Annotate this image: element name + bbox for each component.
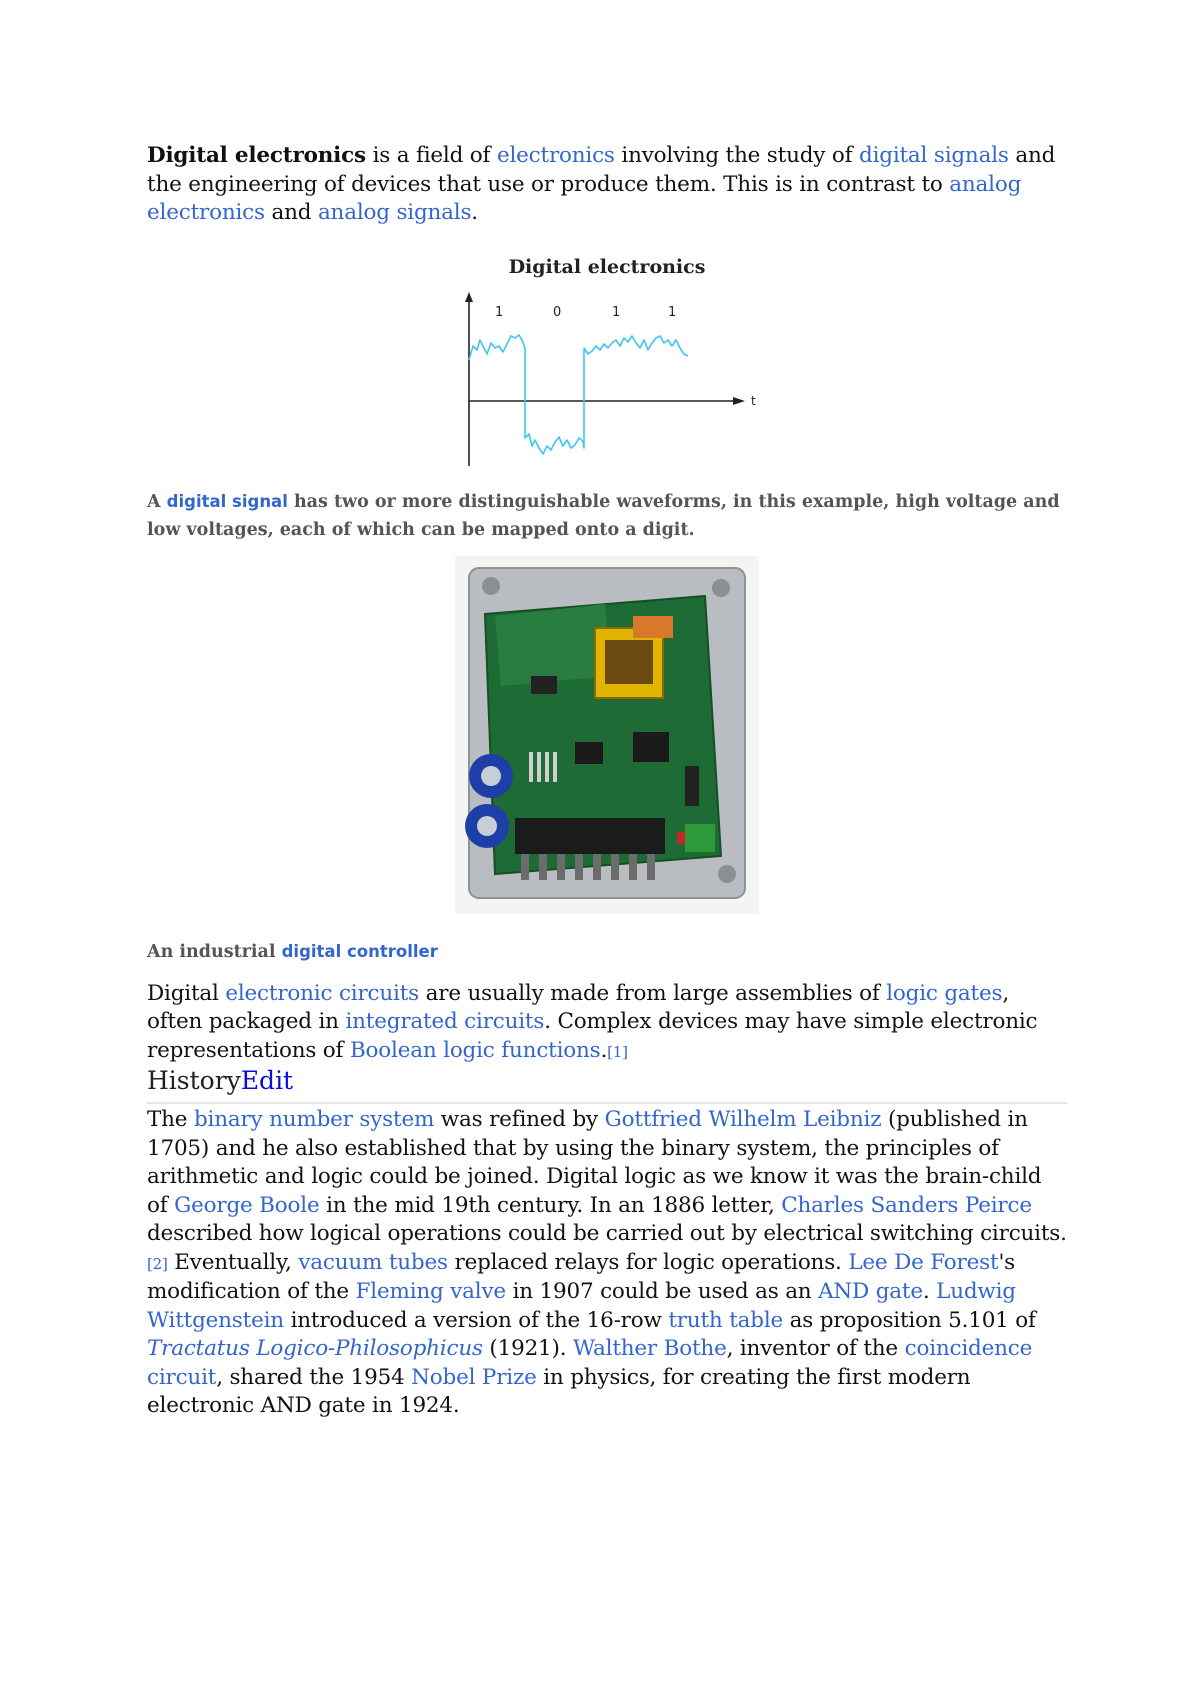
red-component	[677, 832, 685, 844]
section-divider	[147, 1102, 1067, 1104]
signal-waveform	[469, 335, 688, 454]
digital-signal-graph	[447, 288, 767, 468]
history-paragraph: The binary number system was refined by Gottfried Wilhelm Leibniz (published in 1705) and he also established that by using the binary system, the principles of arithmetic and logic could be joined. Digital logic as we know it was the brain-child of George Boole in the mid 19th century. In an 1886 letter, Charles Sanders Peirce described how logical operations could be carried out by electrical switching circuits.[2] Eventually, vacuum tubes replaced relays for logic operations. Lee De Forest's modification of the Fleming valve in 1907 could be used as an AND gate. Ludwig Wittgenstein introduced a version of the 16-row truth table as proposition 5.101 of Tractatus Logico-Philosophicus (1921). Walther Bothe, inventor of the coincidence circuit, shared the 1954 Nobel Prize in physics, for creating the first modern electronic AND gate in 1924.	[147, 1107, 1067, 1418]
chip-2	[575, 742, 603, 764]
mount-hole-tl	[482, 577, 500, 595]
reference-1[interactable]: [1]	[607, 1042, 628, 1061]
link-truth-table[interactable]: truth table	[668, 1307, 784, 1333]
link-electronic-circuits[interactable]: electronic circuits	[225, 980, 419, 1006]
article-body	[147, 142, 1067, 1421]
x-axis-arrow	[733, 397, 745, 405]
reference-2[interactable]: [2]	[147, 1254, 168, 1273]
link-analog-electronics[interactable]: analog electronics	[147, 171, 1022, 225]
intro-paragraph: Digital electronics is a field of electronics involving the study of digital signals and the engineering of devices that use or produce them. This is in contrast to analog electronics and analog signals.	[147, 143, 1056, 225]
bit-label-1: 1	[495, 304, 504, 320]
link-lee-de-forest[interactable]: Lee De Forest	[848, 1249, 999, 1275]
link-electronics[interactable]: electronics	[496, 143, 615, 168]
figure2-caption: An industrial digital controller	[147, 941, 438, 962]
link-integrated-circuits[interactable]: integrated circuits	[345, 1009, 545, 1034]
axis-t-label: t	[751, 393, 756, 408]
mount-hole-br	[718, 865, 736, 883]
link-nobel-prize[interactable]: Nobel Prize	[411, 1364, 537, 1390]
link-coincidence-circuit[interactable]: coincidence circuit	[147, 1336, 1033, 1390]
link-digital-signal[interactable]: digital signal	[166, 491, 288, 511]
link-digital-controller[interactable]: digital controller	[281, 941, 438, 961]
terminal-block	[515, 818, 665, 854]
link-logic-gates[interactable]: logic gates	[886, 980, 1003, 1006]
bit-label-4: 1	[668, 304, 677, 320]
y-axis-arrow	[465, 292, 473, 302]
edit-link[interactable]: Edit	[240, 1066, 294, 1095]
bit-label-3: 1	[612, 304, 621, 320]
link-ludwig-wittgenstein[interactable]: Ludwig Wittgenstein	[147, 1279, 1016, 1333]
green-connector	[685, 824, 715, 852]
history-heading: HistoryEdit	[147, 1066, 294, 1095]
transformer-core	[605, 640, 653, 684]
link-digital-signals[interactable]: digital signals	[859, 143, 1009, 168]
capacitor-2-top	[477, 816, 497, 836]
mount-hole-tr	[712, 579, 730, 597]
pcb-upper	[495, 604, 611, 686]
link-boolean-logic-functions[interactable]: Boolean logic functions	[349, 1037, 601, 1063]
link-binary-number-system[interactable]: binary number system	[193, 1107, 435, 1132]
capacitor-1-top	[481, 766, 501, 786]
link-leibniz[interactable]: Gottfried Wilhelm Leibniz	[604, 1107, 882, 1132]
digital-controller-photo	[455, 556, 759, 914]
chip-1	[633, 732, 669, 762]
controller-board-illustration	[455, 556, 759, 914]
link-and-gate[interactable]: AND gate	[818, 1279, 923, 1304]
circuits-paragraph: Digital electronic circuits are usually made from large assemblies of logic gates, often packaged in integrated circuits. Complex devices may have simple electronic representations of Boolean logic functions.[1]	[147, 980, 1038, 1063]
link-tractatus[interactable]: Tractatus Logico-Philosophicus	[147, 1336, 483, 1361]
link-walther-bothe[interactable]: Walther Bothe	[573, 1336, 727, 1361]
chip-3	[685, 766, 699, 806]
chip-4	[531, 676, 557, 694]
figure1-caption: A digital signal has two or more distinguishable waveforms, in this example, high voltage and low voltages, each of which can be mapped onto a digit.	[147, 491, 1060, 540]
intro-term: Digital electronics	[147, 143, 366, 168]
bit-label-2: 0	[553, 304, 562, 320]
link-vacuum-tubes[interactable]: vacuum tubes	[298, 1249, 448, 1275]
link-fleming-valve[interactable]: Fleming valve	[355, 1279, 506, 1304]
figure-title: Digital electronics	[508, 255, 706, 278]
link-george-boole[interactable]: George Boole	[174, 1192, 320, 1218]
link-charles-sanders-peirce[interactable]: Charles Sanders Peirce	[781, 1192, 1032, 1218]
link-analog-signals[interactable]: analog signals	[317, 200, 472, 225]
orange-block	[633, 616, 673, 638]
